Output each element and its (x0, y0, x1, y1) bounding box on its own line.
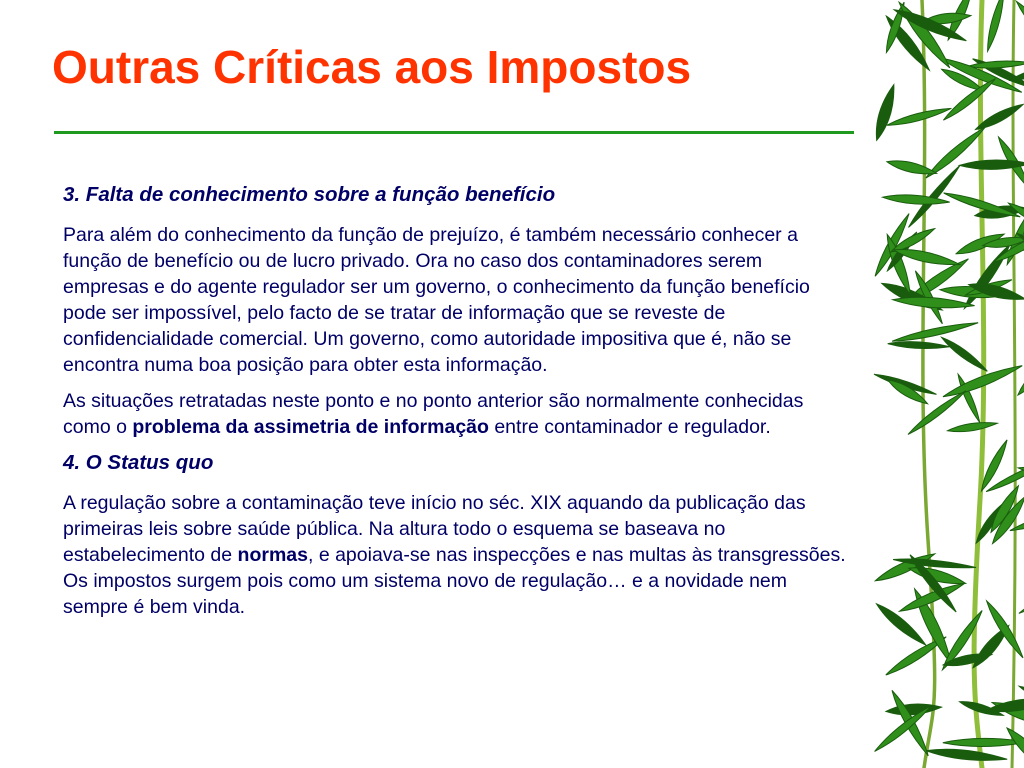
paragraph-text: , e apoiava-se nas inspecções e nas multas às transgressões. Os impostos surgem pois como um sistema novo de regulação… e a novidade nem sempre é bem vinda. (63, 544, 846, 618)
title-underline (54, 131, 854, 134)
bamboo-leaf (871, 83, 899, 142)
slide-title: Outras Críticas aos Impostos (52, 41, 692, 93)
bamboo-leaf (888, 340, 950, 350)
slide-body (63, 182, 853, 630)
bamboo-leaf (947, 420, 998, 435)
paragraph-text: A regulação sobre a contaminação teve início no séc. XIX aquando da publicação das primeiras leis sobre saúde pública. Na altura todo o esquema se baseava no estabelecimento de (63, 492, 806, 566)
section-3-paragraph-1: Para além do conhecimento da função de prejuízo, é também necessário conhecer a função de benefício ou de lucro privado. Ora no caso dos contaminadores serem empresas e do agente regulador ser um governo, o conhecimento da função benefício pode ser impossível, pelo facto de se tratar de informação que se reveste de confidencialidade comercial. Um governo, como autoridade impositiva que é, não se encontra numa boa posição para obter esta informação. (63, 224, 810, 376)
bold-term-assimetria: problema da assimetria de informação (132, 416, 489, 438)
section-4-paragraph-1 (63, 490, 853, 620)
section-3-heading: 3. Falta de conhecimento sobre a função benefício (63, 183, 556, 206)
bamboo-leaf (984, 0, 1007, 52)
bamboo-leaves (871, 0, 1024, 768)
bold-term-normas: normas (237, 544, 308, 566)
bamboo-leaf (1017, 567, 1024, 616)
bamboo-leaf (886, 105, 952, 129)
bamboo-leaf (926, 746, 1008, 764)
section-3-paragraph-2 (63, 388, 853, 440)
bamboo-image (864, 0, 1024, 768)
paragraph-text: entre contaminador e regulador. (488, 416, 771, 438)
paragraph-text: As situações retratadas neste ponto e no ponto anterior são normalmente conhecidas como o (63, 390, 804, 438)
bamboo-leaf (891, 319, 979, 344)
section-4-heading: 4. O Status quo (63, 451, 214, 474)
